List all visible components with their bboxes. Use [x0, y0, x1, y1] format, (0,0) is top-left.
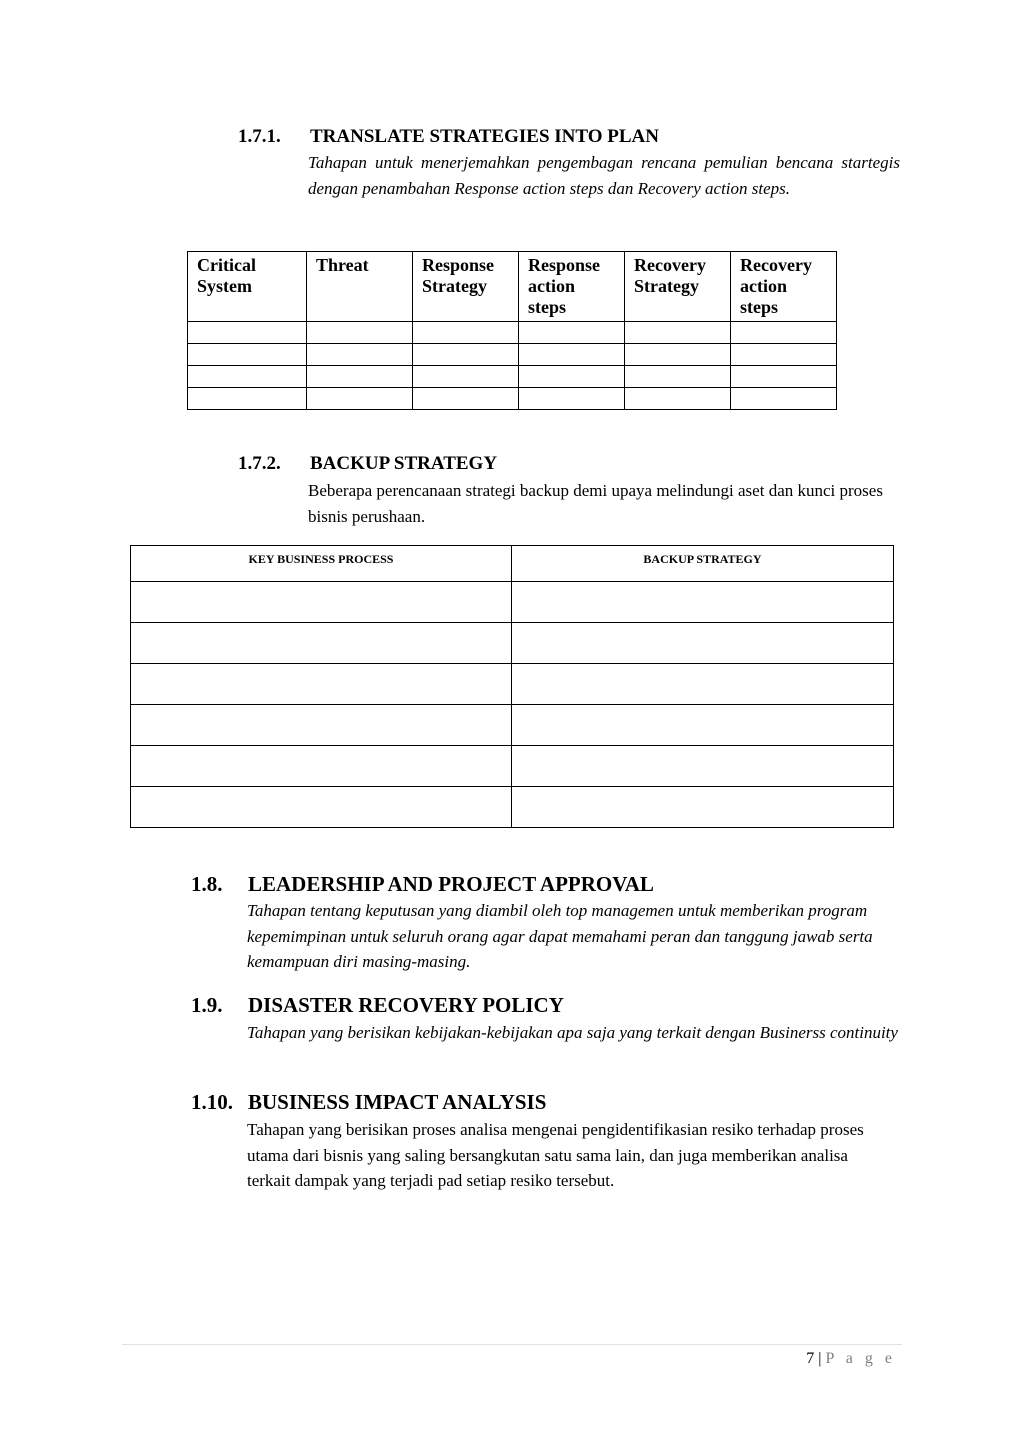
- empty-cell[interactable]: [188, 344, 307, 366]
- backup-strategy-table: [130, 545, 894, 828]
- table-row: [131, 664, 894, 705]
- empty-cell[interactable]: [731, 344, 837, 366]
- heading-number: 1.7.1.: [238, 126, 281, 147]
- heading-title: TRANSLATE STRATEGIES INTO PLAN: [310, 126, 659, 147]
- table-row: [131, 623, 894, 664]
- heading-number: 1.9.: [191, 993, 223, 1017]
- empty-cell[interactable]: [131, 582, 512, 623]
- empty-cell[interactable]: [512, 664, 894, 705]
- empty-cell[interactable]: [519, 322, 625, 344]
- table-row: [131, 746, 894, 787]
- header-cell: BACKUP STRATEGY: [512, 546, 894, 582]
- empty-cell[interactable]: [519, 366, 625, 388]
- heading-title: LEADERSHIP AND PROJECT APPROVAL: [248, 872, 654, 896]
- header-cell: KEY BUSINESS PROCESS: [131, 546, 512, 582]
- header-cell: Response Strategy: [413, 252, 519, 322]
- heading-title: BACKUP STRATEGY: [310, 453, 498, 474]
- empty-cell[interactable]: [307, 388, 413, 410]
- empty-cell[interactable]: [512, 746, 894, 787]
- header-cell: Recovery action steps: [731, 252, 837, 322]
- paragraph-1-7-2: Beberapa perencanaan strategi backup demi upaya melindungi aset dan kunci proses bisnis perushaan.: [308, 481, 883, 526]
- table-row: [188, 344, 837, 366]
- heading-1-7-2: [238, 453, 497, 475]
- empty-cell[interactable]: [731, 322, 837, 344]
- empty-cell[interactable]: [307, 322, 413, 344]
- empty-cell[interactable]: [307, 344, 413, 366]
- heading-1-7-1: [238, 126, 659, 148]
- empty-cell[interactable]: [188, 366, 307, 388]
- empty-cell[interactable]: [731, 388, 837, 410]
- header-cell: Response action steps: [519, 252, 625, 322]
- paragraph-1-8: Tahapan tentang keputusan yang diambil oleh top managemen untuk memberikan program kepemimpinan untuk seluruh orang agar dapat memahami peran dan tanggung jawab serta kemampuan diri masing-masing.: [247, 901, 873, 971]
- heading-1-9: [191, 993, 564, 1018]
- empty-cell[interactable]: [131, 664, 512, 705]
- heading-1-8: [191, 872, 654, 897]
- empty-cell[interactable]: [413, 344, 519, 366]
- empty-cell[interactable]: [413, 388, 519, 410]
- table-header-row: [131, 546, 894, 582]
- table-row: [188, 388, 837, 410]
- empty-cell[interactable]: [625, 388, 731, 410]
- strategy-plan-table: [187, 251, 837, 410]
- heading-1-10: [191, 1090, 546, 1115]
- heading-title: BUSINESS IMPACT ANALYSIS: [248, 1090, 547, 1114]
- empty-cell[interactable]: [413, 322, 519, 344]
- table-row: [131, 705, 894, 746]
- empty-cell[interactable]: [625, 322, 731, 344]
- empty-cell[interactable]: [131, 746, 512, 787]
- heading-number: 1.10.: [191, 1090, 233, 1114]
- empty-cell[interactable]: [188, 388, 307, 410]
- heading-title: DISASTER RECOVERY POLICY: [248, 993, 564, 1017]
- empty-cell[interactable]: [731, 366, 837, 388]
- heading-number: 1.8.: [191, 872, 223, 896]
- empty-cell[interactable]: [512, 623, 894, 664]
- empty-cell[interactable]: [188, 322, 307, 344]
- paragraph-1-7-1: Tahapan untuk menerjemahkan pengembagan rencana pemulian bencana startegis dengan penambahan Response action steps dan Recovery action steps.: [308, 153, 900, 198]
- table-header-row: [188, 252, 837, 322]
- empty-cell[interactable]: [519, 388, 625, 410]
- page-footer: [806, 1350, 896, 1368]
- header-cell: Recovery Strategy: [625, 252, 731, 322]
- page-number: 7: [806, 1350, 815, 1367]
- table-row: [131, 582, 894, 623]
- page-label: P a g e: [825, 1350, 896, 1367]
- header-cell: Threat: [307, 252, 413, 322]
- heading-number: 1.7.2.: [238, 453, 281, 474]
- header-cell: Critical System: [188, 252, 307, 322]
- footer-divider: [122, 1344, 902, 1345]
- empty-cell[interactable]: [307, 366, 413, 388]
- footer-separator: |: [818, 1350, 822, 1367]
- table-row: [188, 366, 837, 388]
- empty-cell[interactable]: [131, 705, 512, 746]
- table-row: [131, 787, 894, 828]
- empty-cell[interactable]: [512, 705, 894, 746]
- empty-cell[interactable]: [625, 366, 731, 388]
- table-row: [188, 322, 837, 344]
- paragraph-1-10: Tahapan yang berisikan proses analisa mengenai pengidentifikasian resiko terhadap proses utama dari bisnis yang saling bersangkutan satu sama lain, dan juga memberikan analisa terkait dampak yang terjadi pad setiap resiko tersebut.: [247, 1120, 864, 1190]
- paragraph-1-9: Tahapan yang berisikan kebijakan-kebijakan apa saja yang terkait dengan Businerss continuity: [247, 1023, 898, 1042]
- empty-cell[interactable]: [625, 344, 731, 366]
- empty-cell[interactable]: [519, 344, 625, 366]
- empty-cell[interactable]: [413, 366, 519, 388]
- empty-cell[interactable]: [131, 623, 512, 664]
- empty-cell[interactable]: [131, 787, 512, 828]
- empty-cell[interactable]: [512, 582, 894, 623]
- empty-cell[interactable]: [512, 787, 894, 828]
